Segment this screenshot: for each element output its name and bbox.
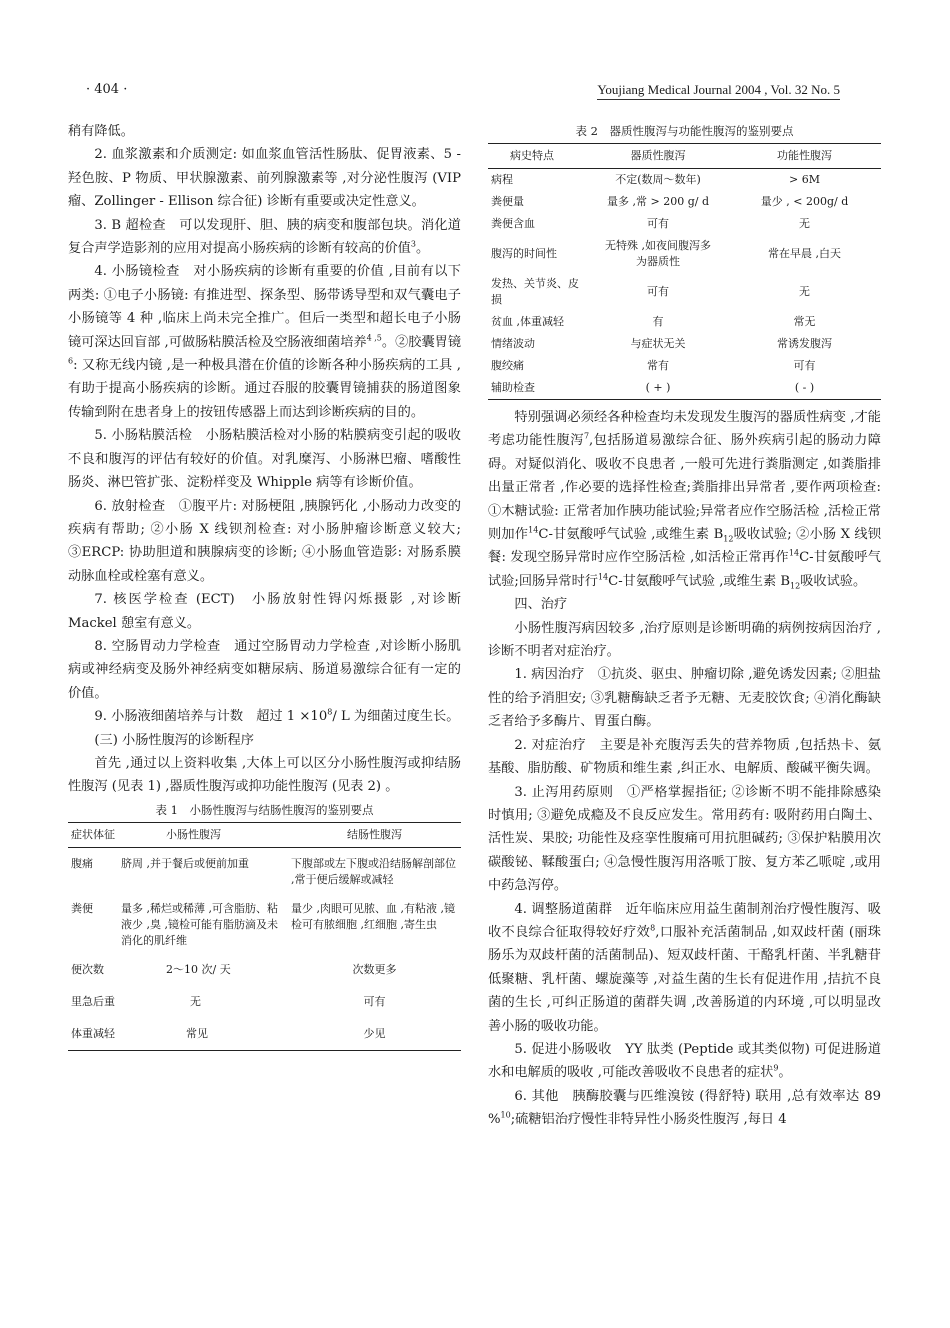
paragraph: 6. 放射检查 ①腹平片: 对肠梗阻 ,胰腺钙化 ,小肠动力改变的疾病有帮助; ②小肠 X 线钡剂检查: 对小肠肿瘤诊断意义较大; ③ERCP: 协助胆道和胰腺病变的诊断; ④小肠血管造影: 对肠系膜动脉血栓或栓塞有意义。 [68,498,461,584]
table-header: 器质性腹泻 [630,149,686,162]
paragraph: 1. 病因治疗 ①抗炎、驱虫、肿瘤切除 ,避免诱发因素; ②胆盐性的给予消胆安; ③乳糖酶缺乏者予无糖、无麦胶饮食; ④消化酶缺乏者给予多酶片、胃蛋白酶。 [488,667,881,730]
paragraph: 2. 对症治疗 主要是补充腹泻丢失的营养物质 ,包括热卡、氨基酸、脂肪酸、矿物质和维生素 ,纠正水、电解质、酸碱平衡失调。 [488,737,881,777]
table-header: 功能性腹泻 [777,149,832,162]
table-row: 粪便量 量多 ,常 > 200 g/ d 量少 , < 200g/ d [491,195,849,208]
right-column [488,120,881,1132]
table-row: 病程 不定(数周～数年) > 6M [491,173,820,186]
citation: 3 [410,239,416,249]
paragraph: 3. B 超检查 可以发现肝、胆、胰的病变和腹部包块。消化道复合声学造影剂的应用对提高小肠疾病的诊断有较高的价值$^3$。 [68,217,461,257]
table-row: 便次数 2～10 次/ 天 次数更多 [71,962,397,976]
table-row: 粪便 量多 ,稀烂或稀薄 ,可含脂肪、粘液少 ,臭 ,镜检可能有脂肪滴及未消化的肌纤维 量少 ,肉眼可见脓、血 ,有粘液 ,镜检可有脓细胞 ,红细胞 ,寄生虫 [71,901,455,947]
citation: 7 [583,432,590,442]
paragraph: 5. 促进小肠吸收 YY 肽类 (Peptide 或其类似物) 可促进肠道水和电解质的吸收 ,可能改善吸收不良患者的症状$^9$。 [488,1041,881,1081]
table-header: 症状体征 [71,827,115,841]
paragraph: 4. 调整肠道菌群 近年临床应用益生菌制剂治疗慢性腹泻、吸收不良综合征取得较好疗效$^8$,口服补充活菌制品 ,如双歧杆菌 (丽珠肠乐为双歧杆菌的活菌制品)、短双歧杆菌、干酪乳杆菌、半乳糖苷低聚糖、乳杆菌、螺旋藻等 ,对益生菌的生长有促进作用 ,拮抗不良菌的生长 ,可纠正肠道的菌群失调 ,改善肠道的内环境 ,可以明显改善小肠的吸收功能。 [488,901,881,1034]
citation: 10 [500,1110,511,1120]
paragraph: 4. 小肠镜检查 对小肠疾病的诊断有重要的价值 ,目前有以下两类: ①电子小肠镜: 有推进型、探条型、肠带诱导型和双气囊电子小肠镜等 4 种 ,临床上尚未完全推广。但后一类型和超长电子小肠镜可深达回盲部 ,可做肠粘膜活检及空肠液细菌培养$^{4 ,5}$。②胶囊胃镜$^6$: 又称无线内镜 ,是一种极具潜在价值的诊断各种小肠疾病的工具 ,有助于提高小肠疾病的诊断。通过吞服的胶囊胃镜捕获的肠道图象传输到附在患者身上的按钮传感器上而达到诊断疾病的目的。 [68,264,462,420]
table-row: 腹绞痛 常有 可有 [491,359,816,372]
citation: 8 [650,923,656,933]
left-column [68,120,461,1051]
table-row: 腹泻的时间性 无特殊 ,如夜间腹泻多为器质性 常在早晨 ,白天 [491,239,841,268]
paragraph: 2. 血浆激素和介质测定: 如血浆血管活性肠肽、促胃液素、5 - 羟色胺、P 物质、甲状腺激素、前列腺激素等 ,对分泌性腹泻 (VIP 瘤、Zollinger - Ellison 综合征) 诊断有重要或决定性意义。 [68,147,461,210]
table-row: 里急后重 无 可有 [71,994,386,1008]
paragraph: 小肠性腹泻病因较多 ,治疗原则是诊断明确的病例按病因治疗 ,诊断不明者对症治疗。 [488,620,881,660]
table-row: 贫血 ,体重减轻 有 常无 [491,315,816,328]
table1 [68,822,461,1051]
paragraph: 9. 小肠液细菌培养与计数 超过 $1 \times 10^8/$ L 为细菌过度生长。 [94,707,460,725]
table2-caption: 表 2 器质性腹泻与功能性腹泻的鉴别要点 [575,124,794,138]
paragraph: 稍有降低。 [68,124,134,139]
table-row: 腹痛 脐周 ,并于餐后或便前加重 下腹部或左下腹或沿结肠解剖部位 ,常于便后缓解或减轻 [71,856,456,886]
table-header: 结肠性腹泻 [347,827,402,841]
page-number: · 404 · [86,82,128,97]
citation: 6 [68,356,74,366]
section-heading: (三) 小肠性腹泻的诊断程序 [94,732,254,748]
paragraph: 首先 ,通过以上资料收集 ,大体上可以区分小肠性腹泻或抑结肠性腹泻 (见表 1) ,器质性腹泻或抑功能性腹泻 (见表 2) 。 [68,755,461,795]
table1-caption: 表 1 小肠性腹泻与结肠性腹泻的鉴别要点 [155,802,374,817]
table-row: 情绪波动 与症状无关 常诱发腹泻 [491,337,832,350]
paragraph: 6. 其他 胰酶胶囊与匹维溴铵 (得舒特) 联用 ,总有效率达 89 %$^{10}$;硫糖铝治疗慢性非特异性小肠炎性腹泻 ,每日 4 [488,1088,881,1128]
paragraph: 特别强调必须经各种检查均未发现发生腹泻的器质性病变 ,才能考虑功能性腹泻$^7$,包括肠道易激综合征、肠外疾病引起的肠动力障碍。对疑似消化、吸收不良患者 ,一般可先进行粪脂测定 ,如粪脂排出量正常者 ,作必要的选择性检查;粪脂排出异常者 ,要作两项检查: ①木糖试验: 正常者加作胰功能试验;异常者应作空肠活检 ,活检正常则加作$^{14}$C-甘氨酸呼气试验 ,或维生素 $B_{12}$吸收试验; ②小肠 X 线钡餐: 发现空肠异常时应作空肠活检 ,如活检正常再作$^{14}$C-甘氨酸呼气试验;回肠异常时行$^{14}$C-甘氨酸呼气试验 ,或维生素 $B_{12}$吸收试验。 [488,410,881,591]
section-heading: 四、治疗 [514,597,568,613]
table-header: 病史特点 [510,149,554,162]
table-row: 体重减轻 常见 少见 [68,1018,461,1051]
table-header: 小肠性腹泻 [166,827,221,841]
table2 [488,143,881,400]
citation: 9 [773,1063,779,1073]
table-row: 粪便含血 可有 无 [491,217,810,230]
citation: 4 ,5 [366,333,382,343]
paragraph: 3. 止泻用药原则 ①严格掌握指征; ②诊断不明不能排除感染时慎用; ③避免成瘾及不良反应发生。常用药有: 吸附药用白陶土、活性炭、果胶; 功能性及痉挛性腹痛可用抗胆碱药; ③保护粘膜用次碳酸铋、鞣酸蛋白; ④急慢性腹泻用洛哌丁胺、复方苯乙哌啶 ,或用中药急泻停。 [488,784,881,894]
paragraph: 8. 空肠胃动力学检查 通过空肠胃动力学检查 ,对诊断小肠肌病或神经病变及肠外神经病变如糖尿病、肠道易激综合征有一定的价值。 [68,638,461,701]
paragraph: 7. 核医学检查 (ECT) 小肠放射性锝闪烁摄影 ,对诊断 Mackel 憩室有意义。 [68,592,461,631]
table-row: 辅助检查 ( + ) ( - ) [488,377,881,400]
table-row: 发热、关节炎、皮损 可有 无 [491,277,810,306]
journal-header: Youjiang Medical Journal 2004 , Vol. 32 No. 5 [597,82,840,100]
paragraph: 5. 小肠粘膜活检 小肠粘膜活检对小肠的粘膜病变引起的吸收不良和腹泻的评估有较好的价值。对乳糜泻、小肠淋巴瘤、嗜酸性肠炎、淋巴管扩张、淀粉样变及 Whipple 病等有诊断价值。 [68,428,461,491]
